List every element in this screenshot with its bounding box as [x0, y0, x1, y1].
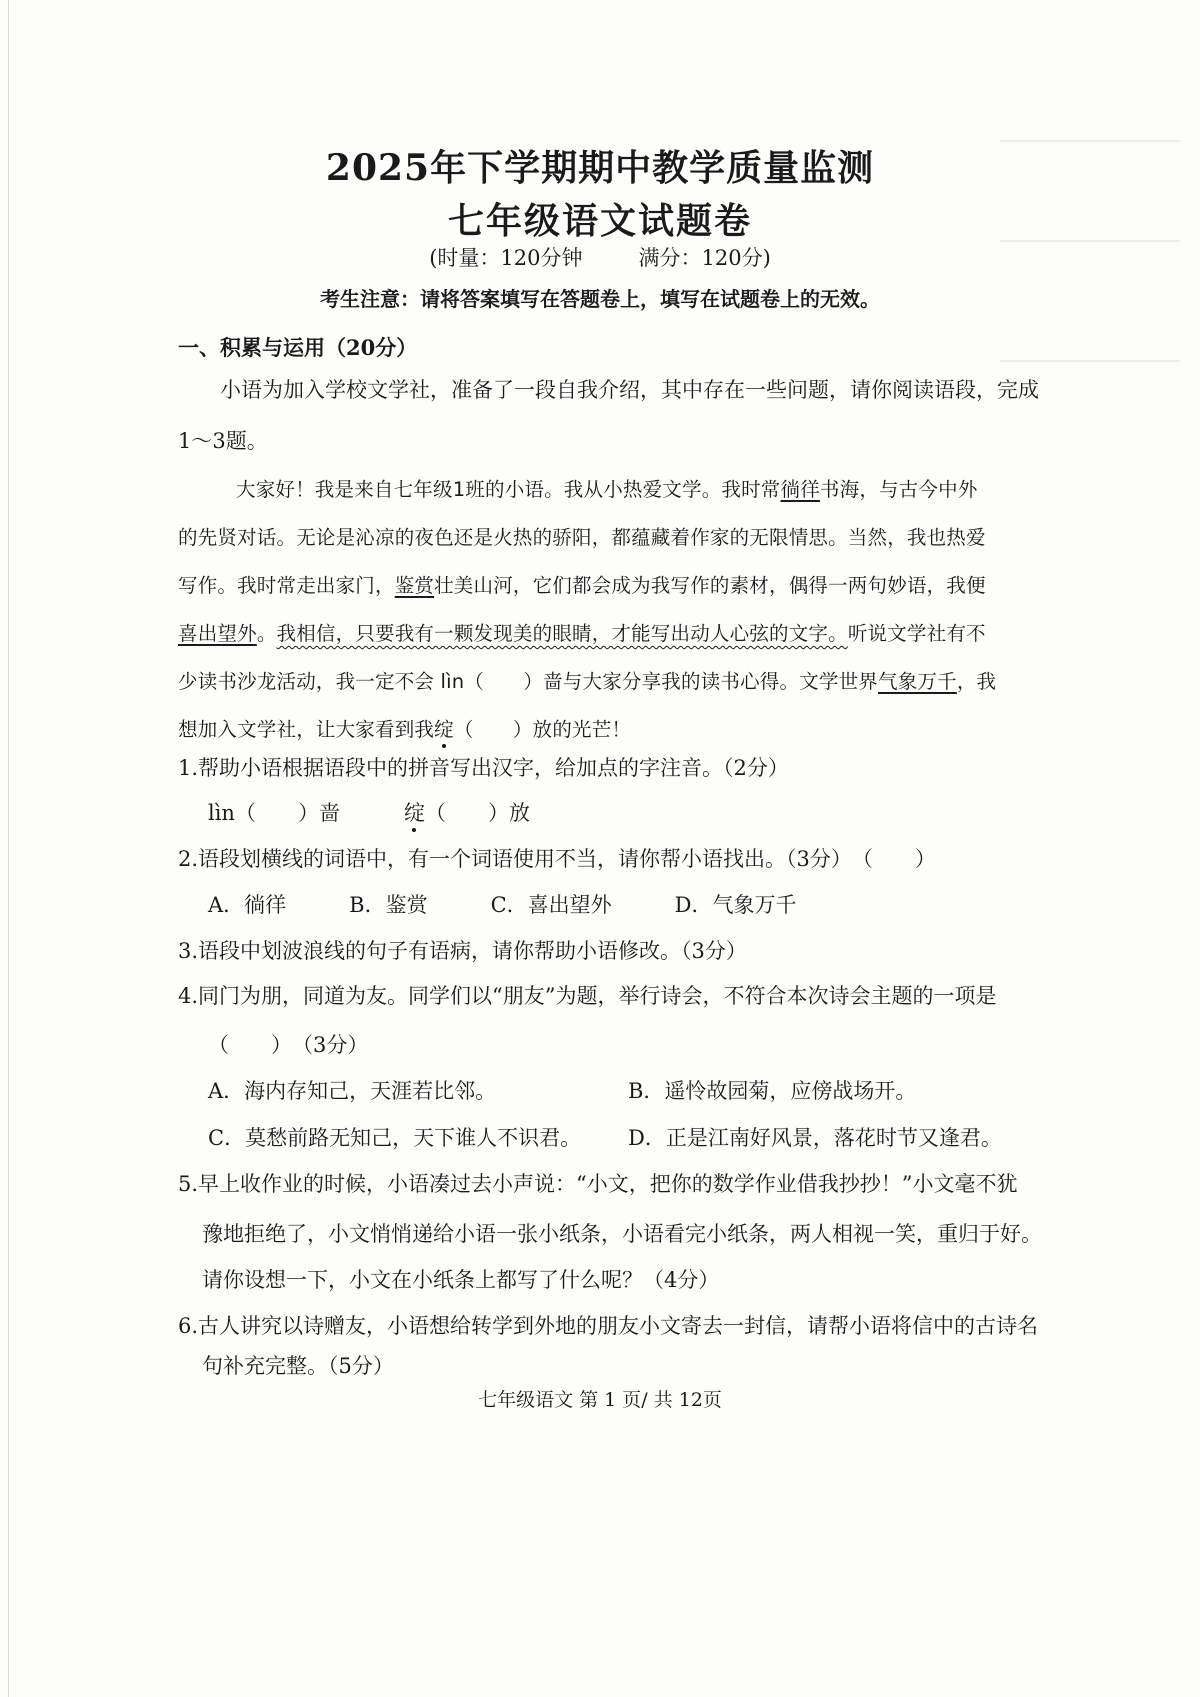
blank-lin: lìn（ ）啬	[208, 801, 340, 825]
time-limit: (时量：120分钟	[429, 246, 583, 270]
question-5-line-2: 豫地拒绝了，小文悄悄递给小语一张小纸条，小语看完小纸条，两人相视一笑，重归于好。	[202, 1222, 1042, 1246]
question-1-blanks	[208, 797, 530, 827]
passage-line-2: 的先贤对话。无论是沁凉的夜色还是火热的骄阳，都蕴藏着作家的无限情思。当然，我也热爱	[178, 526, 986, 549]
passage-text: 听说文学社有不	[847, 622, 986, 645]
question-4-option-b: B．遥怜故园菊，应傍战场开。	[628, 1079, 917, 1103]
page-footer: 七年级语文 第 1 页/ 共 12页	[478, 1389, 722, 1411]
exam-subtitle: 七年级语文试题卷	[447, 200, 752, 242]
passage-text: 壮美山河，它们都会成为我写作的素材，偶得一两句妙语，我便	[434, 574, 986, 597]
intro-line-1: 小语为加入学校文学社，准备了一段自我介绍，其中存在一些问题，请你阅读语段，完成	[220, 378, 1039, 402]
underlined-word: 鉴赏	[394, 574, 435, 597]
bleed-through-mark	[1000, 360, 1180, 362]
wavy-underlined-sentence: 我相信，只要我有一颗发现美的眼睛，才能写出动人心弦的文字。	[276, 622, 848, 645]
underlined-word: 徜徉	[780, 478, 820, 501]
underlined-word: 气象万千	[878, 670, 957, 693]
underlined-word: 喜出望外	[178, 622, 257, 645]
passage-text: 想加入文学社，让大家看到我	[178, 718, 435, 741]
full-score: 满分：120分)	[638, 246, 771, 270]
passage-text: ，我	[956, 670, 997, 693]
question-2-options: A．徜徉 B．鉴赏 C．喜出望外 D．气象万千	[208, 893, 797, 917]
question-5-line-1: 5.早上收作业的时候，小语凑过去小声说：“小文，把你的数学作业借我抄抄！”小文毫不犹	[178, 1172, 1018, 1196]
question-3: 3.语段中划波浪线的句子有语病，请你帮助小语修改。（3分）	[178, 939, 747, 963]
question-6-line-1: 6.古人讲究以诗赠友，小语想给转学到外地的朋友小文寄去一封信，请帮小语将信中的古诗名	[178, 1314, 1039, 1338]
exam-notice: 考生注意：请将答案填写在答题卷上，填写在试题卷上的无效。	[320, 287, 880, 311]
passage-line-5	[178, 666, 996, 694]
passage-line-4	[178, 618, 986, 646]
question-5-line-3: 请你设想一下，小文在小纸条上都写了什么呢？（4分）	[202, 1268, 720, 1292]
passage-text: 大家好！我是来自七年级1班的小语。我从小热爱文学。我时常	[236, 478, 781, 501]
intro-line-2: 1～3题。	[178, 429, 268, 453]
dotted-character: 绽	[403, 801, 425, 825]
exam-title: 2025年下学期期中教学质量监测	[325, 147, 875, 189]
passage-line-1	[236, 474, 978, 502]
passage-text: 写作。我时常走出家门，	[178, 574, 395, 597]
question-1: 1.帮助小语根据语段中的拼音写出汉字，给加点的字注音。（2分）	[178, 756, 789, 780]
question-4-option-c: C．莫愁前路无知己，天下谁人不识君。	[208, 1126, 582, 1150]
question-6-line-2: 句补充完整。（5分）	[202, 1354, 394, 1378]
question-4-score: （ ） （3分）	[208, 1033, 369, 1057]
dotted-character: 绽	[434, 718, 454, 741]
question-4-option-d: D．正是江南好风景，落花时节又逢君。	[628, 1126, 1002, 1150]
passage-line-3	[178, 570, 986, 598]
passage-text: 。	[256, 622, 277, 645]
question-4-option-a: A．海内存知己，天涯若比邻。	[208, 1079, 497, 1103]
passage-text: 少读书沙龙活动，我一定不会 lìn（ ）啬与大家分享我的读书心得。文学世界	[178, 670, 878, 693]
section-heading: 一、积累与运用（20分）	[178, 335, 418, 360]
passage-text: 书海，与古今中外	[819, 478, 978, 501]
question-4: 4.同门为朋，同道为友。同学们以“朋友”为题，举行诗会，不符合本次诗会主题的一项是	[178, 984, 997, 1008]
passage-text: （ ）放的光芒！	[453, 718, 632, 741]
blank-zhan: （ ）放	[424, 801, 530, 825]
exam-meta	[0, 242, 1200, 272]
passage-line-6	[178, 714, 631, 742]
question-2: 2.语段划横线的词语中，有一个词语使用不当，请你帮小语找出。（3分） （ ）	[178, 847, 936, 871]
